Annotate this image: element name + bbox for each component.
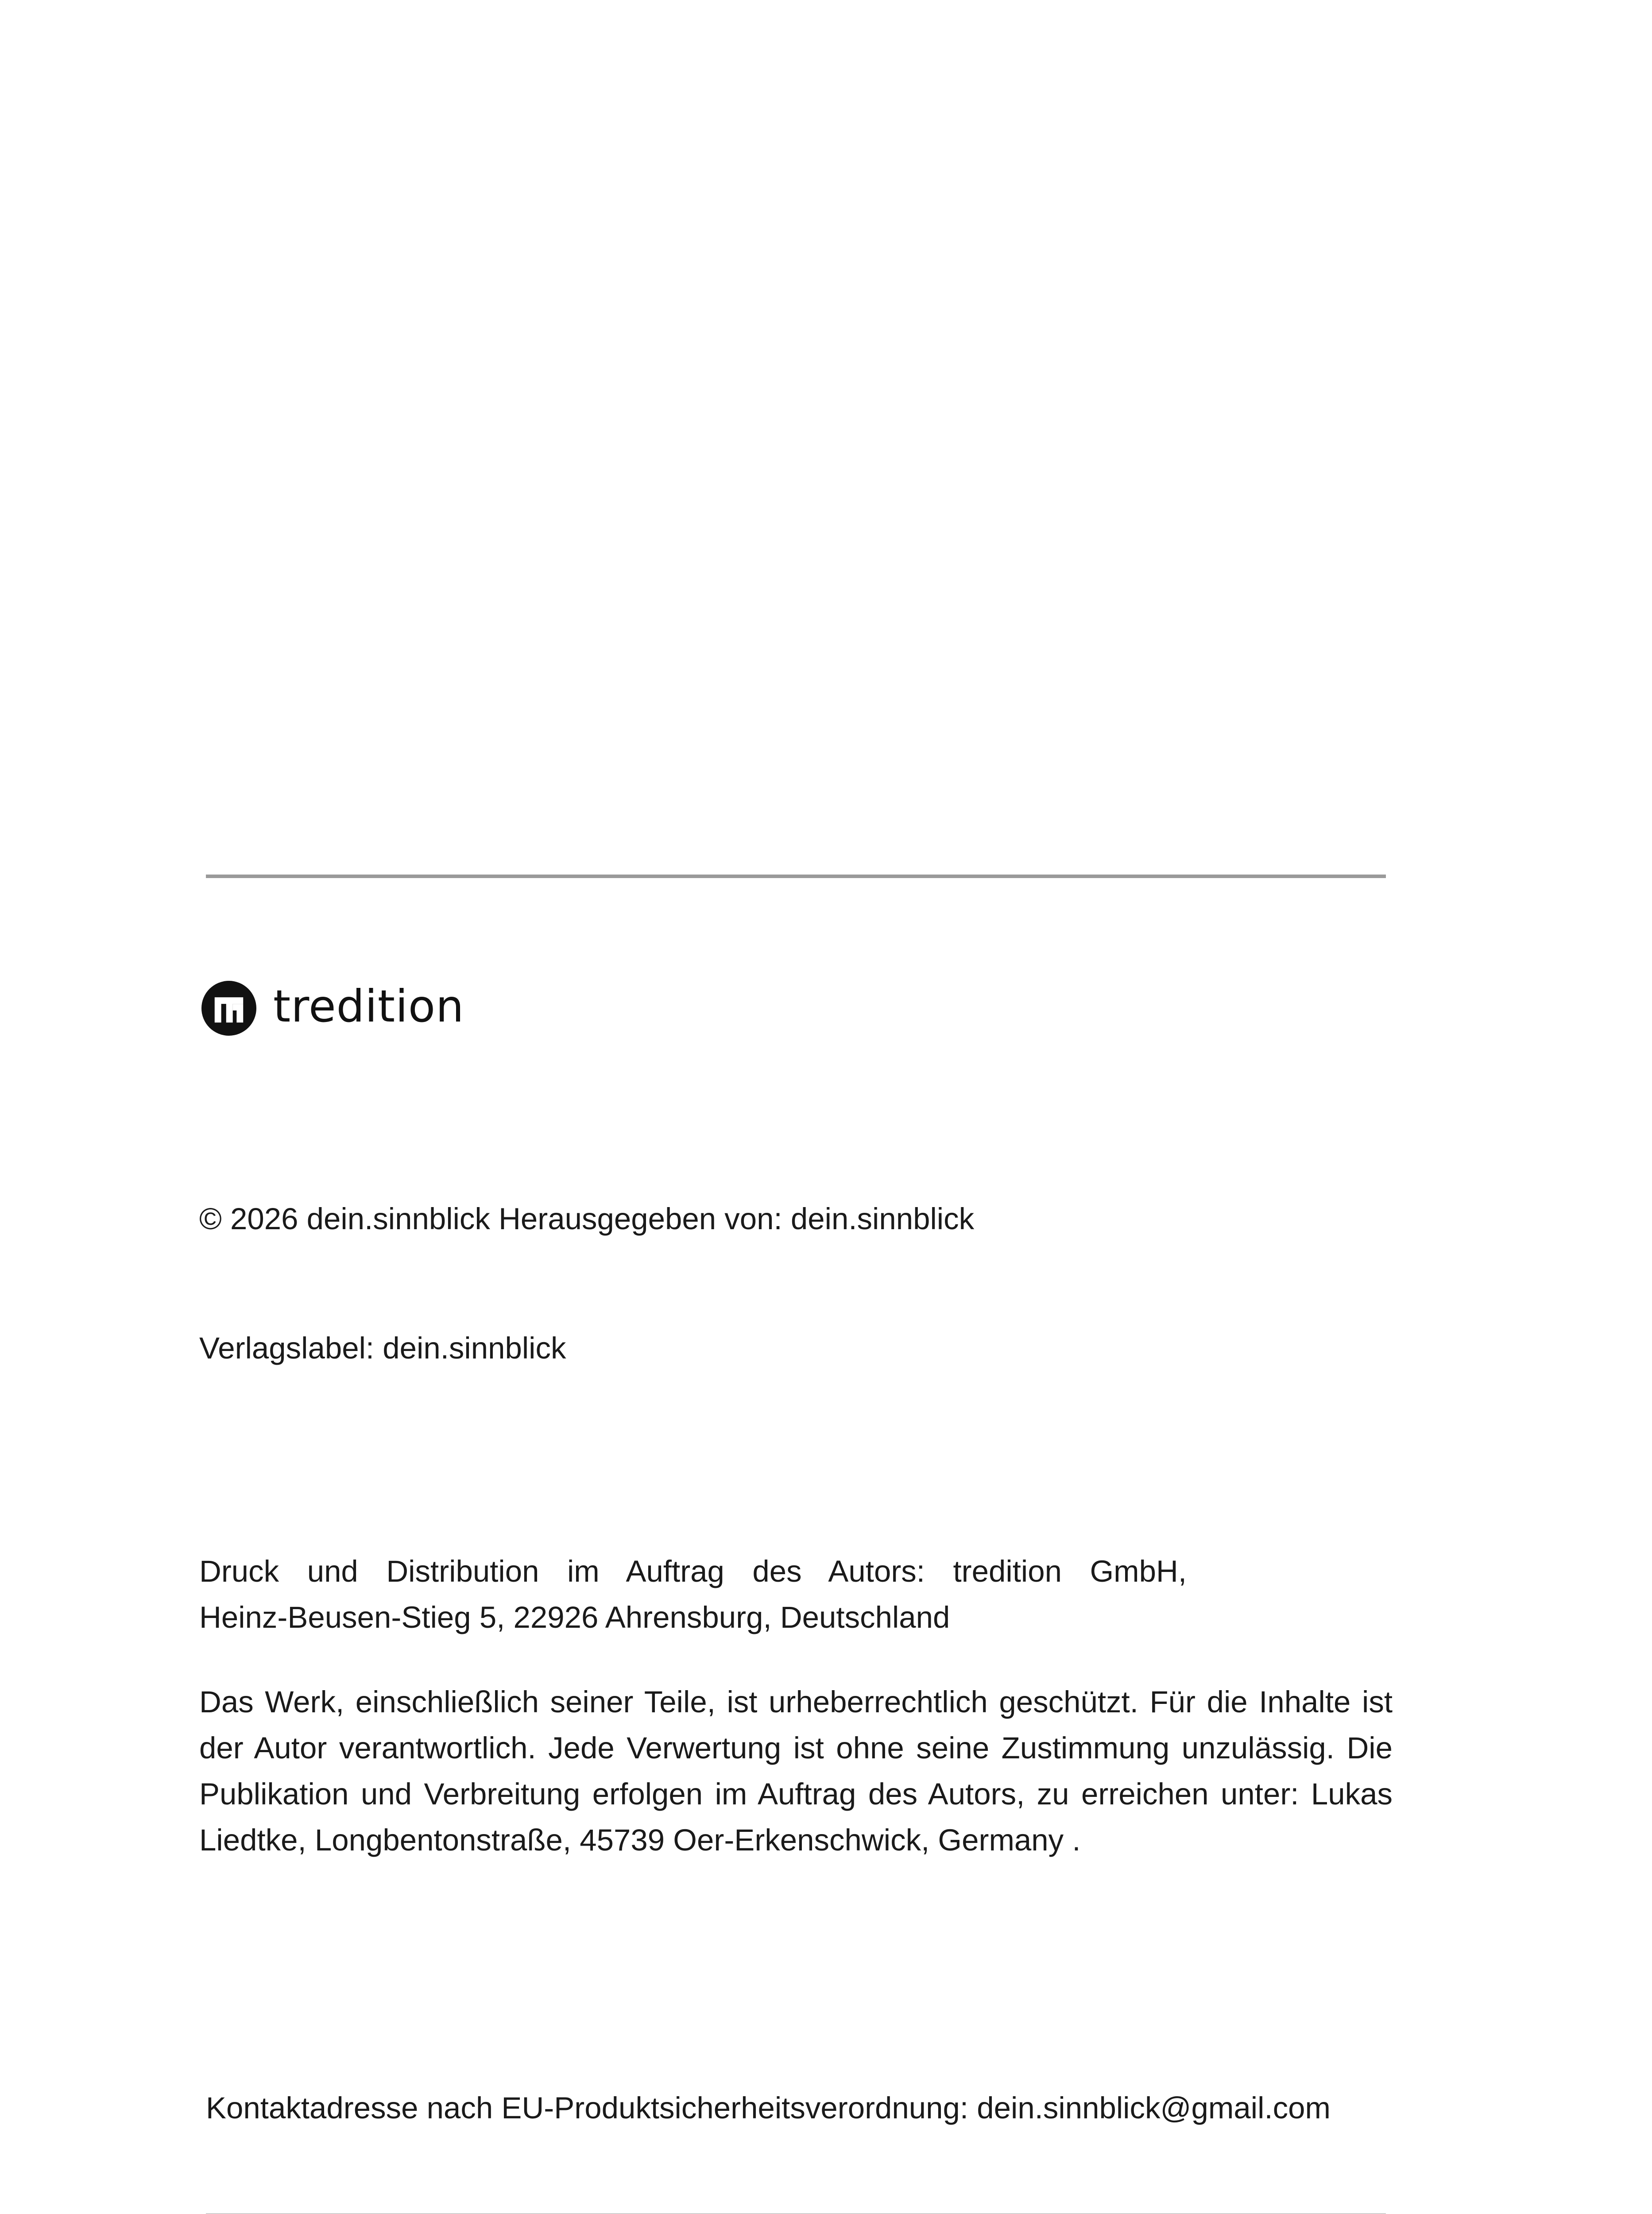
tredition-logo — [201, 979, 464, 1037]
print-distribution-line-2: Heinz-Beusen-Stieg 5, 22926 Ahrensburg, Deutschland — [199, 1600, 950, 1634]
copyright-line: © 2026 dein.sinnblick Herausgegeben von: dein.sinnblick — [199, 1202, 975, 1236]
publisher-label: Verlagslabel: dein.sinnblick — [199, 1331, 566, 1365]
rights-notice: Das Werk, einschließlich seiner Teile, ist urheberrechtlich geschützt. Für die Inhalte ist der Autor verantwortlich. Jede Verwertung ist ohne seine Zustimmung unzulässig. Die Publikation und Verbreitung erfolgen im Auftrag des Autors, zu erreichen unter: Lukas Liedtke, Longbentonstraße, 45739 Oer-Erkenschwick, Germany . — [199, 1685, 1393, 1857]
print-distribution-line-1: Druck und Distribution im Auftrag des Autors: tredition GmbH, — [199, 1554, 1187, 1588]
print-distribution-notice — [199, 1548, 1393, 1641]
tredition-logo-icon — [201, 981, 256, 1036]
top-divider — [206, 875, 1386, 878]
contact-address: Kontaktadresse nach EU-Produktsicherheitsverordnung: dein.sinnblick@gmail.com — [206, 2091, 1331, 2125]
tredition-wordmark: tredition — [273, 980, 464, 1032]
